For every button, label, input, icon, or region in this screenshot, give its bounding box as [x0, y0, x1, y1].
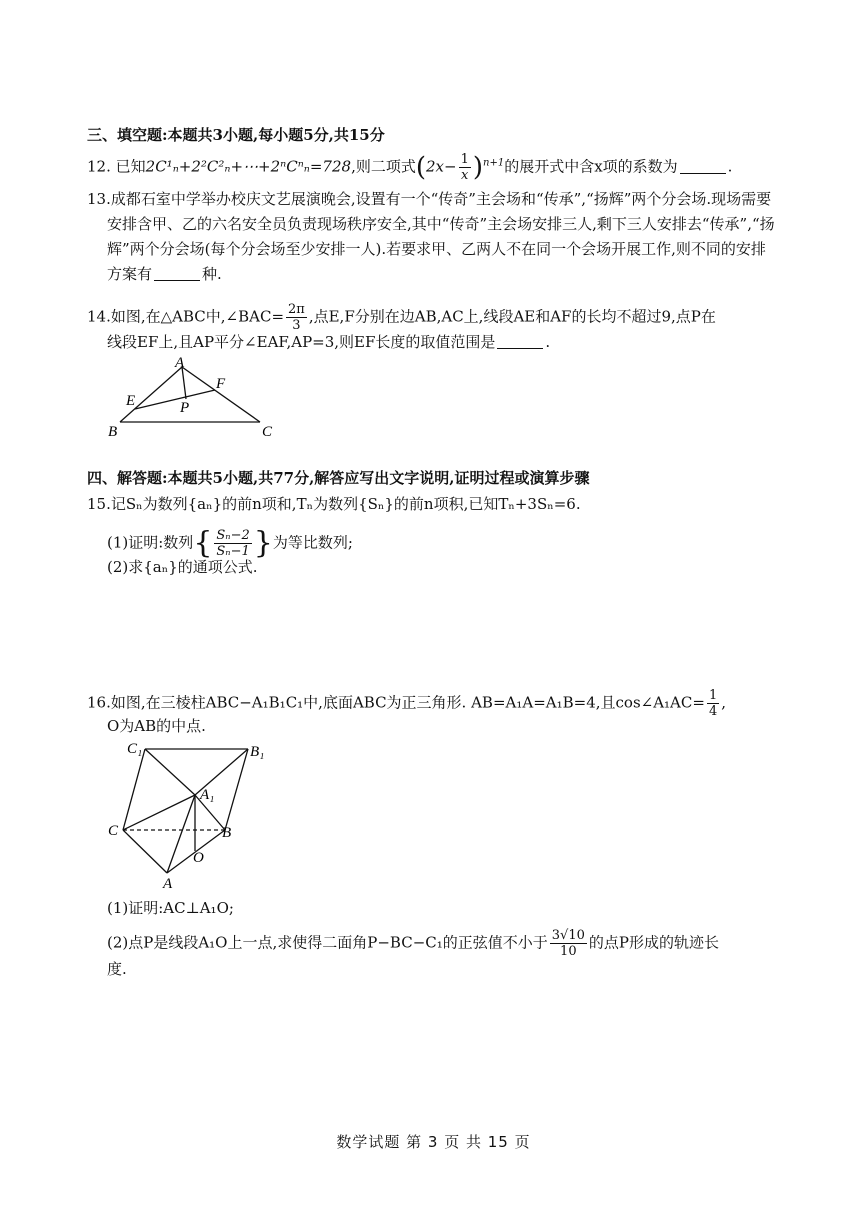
q12-binom-a: 2x− [426, 157, 457, 176]
section-3-title: 三、填空题:本题共3小题,每小题5分,共15分 [87, 126, 385, 144]
q12-binom-exp: n+1 [483, 157, 505, 169]
q16-part-2-line-2: 度. [107, 960, 127, 978]
q12-pre: 已知 [115, 157, 146, 176]
q16-part-2-line-1: (2)点P是线段A₁O上一点,求使得二面角P−BC−C₁的正弦值不小于 $\frac{3√10}{10}$ 的点P形成的轨迹长 [107, 928, 719, 959]
q12-post: 的展开式中含x项的系数为 [504, 157, 678, 176]
page-footer: 数学试题 第 3 页 共 15 页 [336, 1133, 531, 1151]
q16-edge-c1c [123, 749, 145, 830]
q14-angle-frac: $\frac{2\pi}{3}$ [288, 302, 305, 333]
q12-answer-blank[interactable] [680, 159, 726, 174]
q14-line-1: 14.如图,在△ABC中,∠BAC= $\frac{2\pi}{3}$ ,点E,F分别在边AB,AC上,线段AE和AF的长均不超过9,点P在 [87, 302, 716, 333]
q16-label-o: O [193, 850, 204, 866]
q16-label-c: C [108, 823, 119, 839]
q15-line-1: 15.记Sₙ为数列{aₙ}的前n项和,Tₙ为数列{Sₙ}的前n项积,已知Tₙ+3Sₙ=6. [87, 495, 581, 513]
q13-line-3: 辉”两个分会场(每个分会场至少安排一人).若要求甲、乙两人不在同一个会场开展工作,则不同的安排 [107, 240, 766, 258]
q16-cos-frac: $\frac{1}{4}$ [708, 688, 718, 719]
q14-label-e: E [126, 393, 136, 409]
q14-triangle-figure [100, 355, 290, 445]
q12-binom-frac: $\frac{1}{x}$ [460, 152, 469, 183]
q15-part-2: (2)求{aₙ}的通项公式. [107, 558, 258, 576]
q13-line-1: 13.成都石室中学举办校庆文艺展演晚会,设置有一个“传奇”主会场和“传承”,“扬辉”两个分会场.现场需要 [87, 190, 772, 208]
q14-label-c: C [262, 424, 273, 440]
q16-label-a1: A₁ [200, 787, 215, 803]
q16-label-c1: C₁ [127, 741, 143, 757]
q14-label-f: F [216, 376, 226, 392]
q16-label-b1: B₁ [250, 744, 265, 760]
q14-segment-ap [182, 367, 186, 399]
q16-label-a: A [163, 876, 173, 892]
q16-sine-frac: $\frac{3√10}{10}$ [551, 928, 585, 959]
q16-prism-figure [105, 738, 275, 893]
q14-label-a: A [175, 355, 185, 371]
q14-label-b: B [108, 424, 118, 440]
question-12: 12. 已知2C¹ₙ+2²C²ₙ+⋯+2ⁿCⁿₙ=728,则二项式(2x− $\frac{1}{x}$ )$^{n+1}$的展开式中含x项的系数为 . [87, 152, 733, 183]
q16-part-1: (1)证明:AC⊥A₁O; [107, 899, 234, 917]
q16-label-b: B [222, 825, 232, 841]
q14-line-2: 线段EF上,且AP平分∠EAF,AP=3,则EF长度的取值范围是 . [107, 333, 551, 351]
q12-sum: 2C¹ₙ+2²C²ₙ+⋯+2ⁿCⁿₙ=728 [145, 157, 352, 176]
q16-edge-b1b [225, 749, 248, 830]
section-4-title: 四、解答题:本题共5小题,共77分,解答应写出文字说明,证明过程或演算步骤 [87, 469, 590, 487]
q12-number: 12. [87, 157, 111, 176]
q15-part-1: (1)证明:数列{ $\frac{\text{Sₙ−2}}{\text{Sₙ−1}}$ }为等比数列; [107, 525, 353, 561]
q16-edge-c1a1 [145, 749, 195, 795]
q16-line-2: O为AB的中点. [107, 717, 206, 735]
q14-segment-ef [135, 390, 215, 409]
q14-label-p: P [180, 400, 190, 416]
q15-frac: $\frac{\text{Sₙ−2}}{\text{Sₙ−1}}$ [216, 528, 250, 559]
q13-line-2: 安排含甲、乙的六名安全员负责现场秩序安全,其中“传奇”主会场安排三人,剩下三人安排去“传承”,“扬 [107, 215, 775, 233]
q16-edge-ca [123, 830, 167, 873]
q12-mid: ,则二项式 [351, 157, 416, 176]
q14-answer-blank[interactable] [497, 334, 543, 349]
q16-line-1: 16.如图,在三棱柱ABC−A₁B₁C₁中,底面ABC为正三角形. AB=A₁A=A₁B=4,且cos∠A₁AC= $\frac{1}{4}$ , [87, 688, 726, 719]
q13-answer-blank[interactable] [154, 266, 200, 281]
q13-line-4: 方案有 种. [107, 265, 222, 283]
